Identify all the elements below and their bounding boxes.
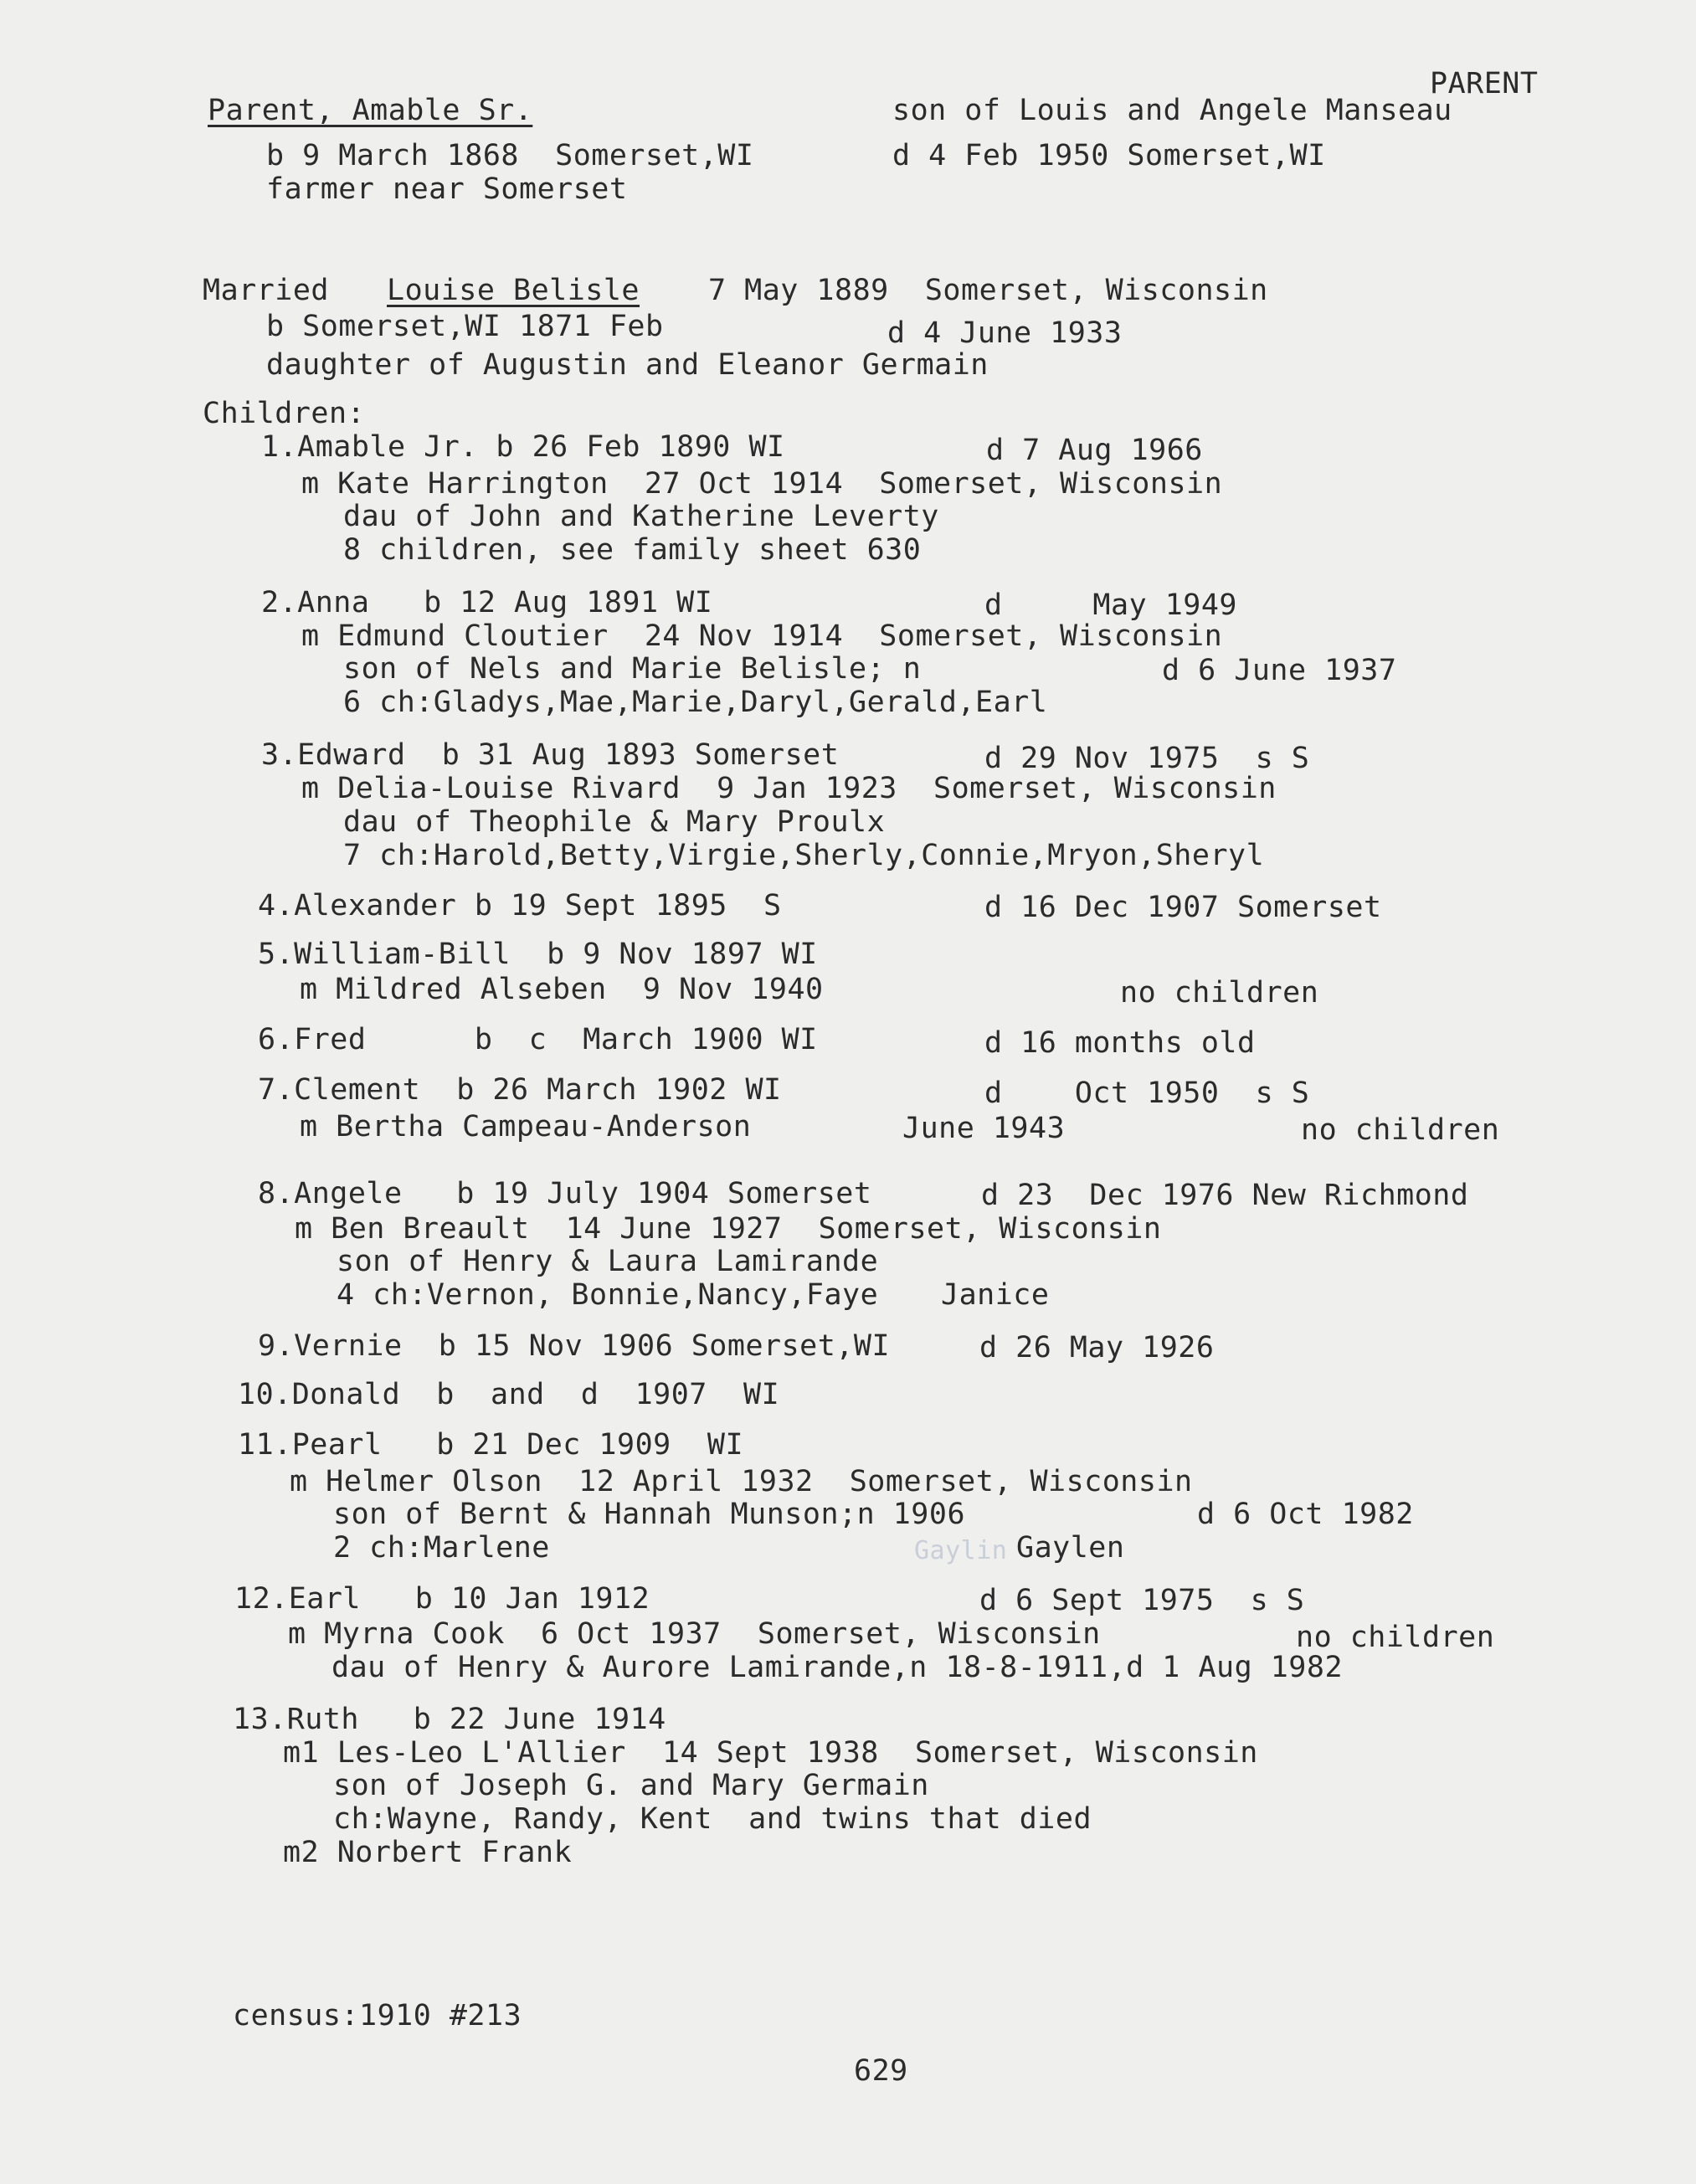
child-8-line: 8.Angele b 19 July 1904 Somerset: [258, 1177, 872, 1210]
child-2-spouse-parents: son of Nels and Marie Belisle; n: [343, 652, 922, 686]
child-11-children-extra: Gaylen: [1016, 1531, 1125, 1565]
child-11-children: 2 ch:Marlene: [333, 1531, 550, 1565]
child-5-note: no children: [1120, 976, 1319, 1010]
child-9-death: d 26 May 1926: [979, 1331, 1215, 1364]
parent-birth: b 9 March 1868 Somerset,WI: [266, 139, 754, 172]
child-5-line: 5.William-Bill b 9 Nov 1897 WI: [258, 938, 818, 971]
child-3-marriage: m Delia-Louise Rivard 9 Jan 1923 Somerset, Wisconsin: [301, 772, 1277, 805]
spouse-birth: b Somerset,WI 1871 Feb: [266, 310, 664, 343]
child-1-spouse-parents: dau of John and Katherine Leverty: [343, 500, 939, 533]
child-12-death: d 6 Sept 1975 s S: [979, 1584, 1305, 1617]
child-8-children-extra: Janice: [941, 1278, 1050, 1312]
child-2-line: 2.Anna b 12 Aug 1891 WI: [261, 586, 713, 619]
child-3-line: 3.Edward b 31 Aug 1893 Somerset: [261, 738, 840, 772]
child-13-children: ch:Wayne, Randy, Kent and twins that died: [333, 1802, 1092, 1836]
census-note: census:1910 #213: [233, 1999, 522, 2032]
child-6-death: d 16 months old: [984, 1026, 1256, 1060]
child-7-marriage: m Bertha Campeau-Anderson: [300, 1110, 752, 1143]
child-13-marriage-2: m2 Norbert Frank: [283, 1836, 573, 1869]
child-2-children: 6 ch:Gladys,Mae,Marie,Daryl,Gerald,Earl: [343, 686, 1048, 719]
child-11-spouse-parents: son of Bernt & Hannah Munson;n 1906: [333, 1498, 966, 1531]
spouse-name: Louise Belisle: [387, 274, 640, 307]
children-label: Children:: [203, 397, 366, 430]
child-12-note: no children: [1296, 1621, 1495, 1654]
spouse-parents: daughter of Augustin and Eleanor Germain: [266, 348, 989, 382]
child-11-marriage: m Helmer Olson 12 April 1932 Somerset, Wisconsin: [290, 1465, 1193, 1498]
child-3-spouse-parents: dau of Theophile & Mary Proulx: [343, 805, 886, 839]
child-6-line: 6.Fred b c March 1900 WI: [258, 1023, 818, 1056]
child-8-marriage: m Ben Breault 14 June 1927 Somerset, Wisconsin: [295, 1212, 1162, 1246]
child-4-death: d 16 Dec 1907 Somerset: [984, 891, 1382, 924]
child-8-death: d 23 Dec 1976 New Richmond: [981, 1179, 1469, 1212]
parent-name: Parent, Amable Sr.: [208, 94, 533, 127]
child-11-faint-text: Gaylin: [914, 1536, 1008, 1565]
marriage-date-place: 7 May 1889 Somerset, Wisconsin: [708, 274, 1268, 307]
child-5-marriage: m Mildred Alseben 9 Nov 1940: [300, 973, 824, 1006]
child-2-marriage: m Edmund Cloutier 24 Nov 1914 Somerset, Wisconsin: [301, 619, 1223, 653]
parent-son-of: son of Louis and Angele Manseau: [892, 94, 1452, 127]
spouse-death: d 4 June 1933: [887, 316, 1123, 350]
child-7-line: 7.Clement b 26 March 1902 WI: [258, 1073, 782, 1107]
child-12-spouse-parents: dau of Henry & Aurore Lamirande,n 18-8-1911,d 1 Aug 1982: [331, 1651, 1344, 1684]
child-11-spouse-death: d 6 Oct 1982: [1197, 1498, 1414, 1531]
child-3-death: d 29 Nov 1975 s S: [984, 742, 1310, 775]
child-10-line: 10.Donald b and d 1907 WI: [238, 1378, 780, 1411]
child-13-line: 13.Ruth b 22 June 1914: [233, 1703, 666, 1736]
child-2-spouse-death: d 6 June 1937: [1162, 654, 1397, 687]
child-1-marriage: m Kate Harrington 27 Oct 1914 Somerset, Wisconsin: [301, 467, 1223, 501]
child-8-spouse-parents: son of Henry & Laura Lamirande: [337, 1245, 879, 1278]
page-number: 629: [854, 2054, 908, 2088]
child-2-death: d May 1949: [984, 588, 1238, 622]
child-9-line: 9.Vernie b 15 Nov 1906 Somerset,WI: [258, 1329, 891, 1363]
child-3-children: 7 ch:Harold,Betty,Virgie,Sherly,Connie,Mryon,Sheryl: [343, 839, 1265, 872]
child-4-line: 4.Alexander b 19 Sept 1895 S: [258, 889, 782, 922]
child-12-marriage: m Myrna Cook 6 Oct 1937 Somerset, Wisconsin: [288, 1617, 1101, 1651]
child-7-note: no children: [1301, 1113, 1500, 1147]
child-7-death: d Oct 1950 s S: [984, 1077, 1310, 1110]
child-1-death: d 7 Aug 1966: [986, 434, 1203, 467]
parent-death: d 4 Feb 1950 Somerset,WI: [892, 139, 1326, 172]
child-12-line: 12.Earl b 10 Jan 1912: [234, 1582, 650, 1616]
child-13-marriage-1: m1 Les-Leo L'Allier 14 Sept 1938 Somerset, Wisconsin: [283, 1736, 1258, 1770]
child-8-children: 4 ch:Vernon, Bonnie,Nancy,Faye: [337, 1278, 879, 1312]
child-1-children: 8 children, see family sheet 630: [343, 533, 922, 567]
child-11-line: 11.Pearl b 21 Dec 1909 WI: [238, 1428, 744, 1462]
header-tag: PARENT: [1430, 67, 1539, 100]
child-1-line: 1.Amable Jr. b 26 Feb 1890 WI: [261, 430, 785, 464]
married-label: Married: [203, 274, 330, 307]
child-7-marriage-date: June 1943: [902, 1112, 1066, 1145]
parent-occupation: farmer near Somerset: [266, 172, 628, 206]
child-13-spouse-parents: son of Joseph G. and Mary Germain: [333, 1769, 929, 1802]
